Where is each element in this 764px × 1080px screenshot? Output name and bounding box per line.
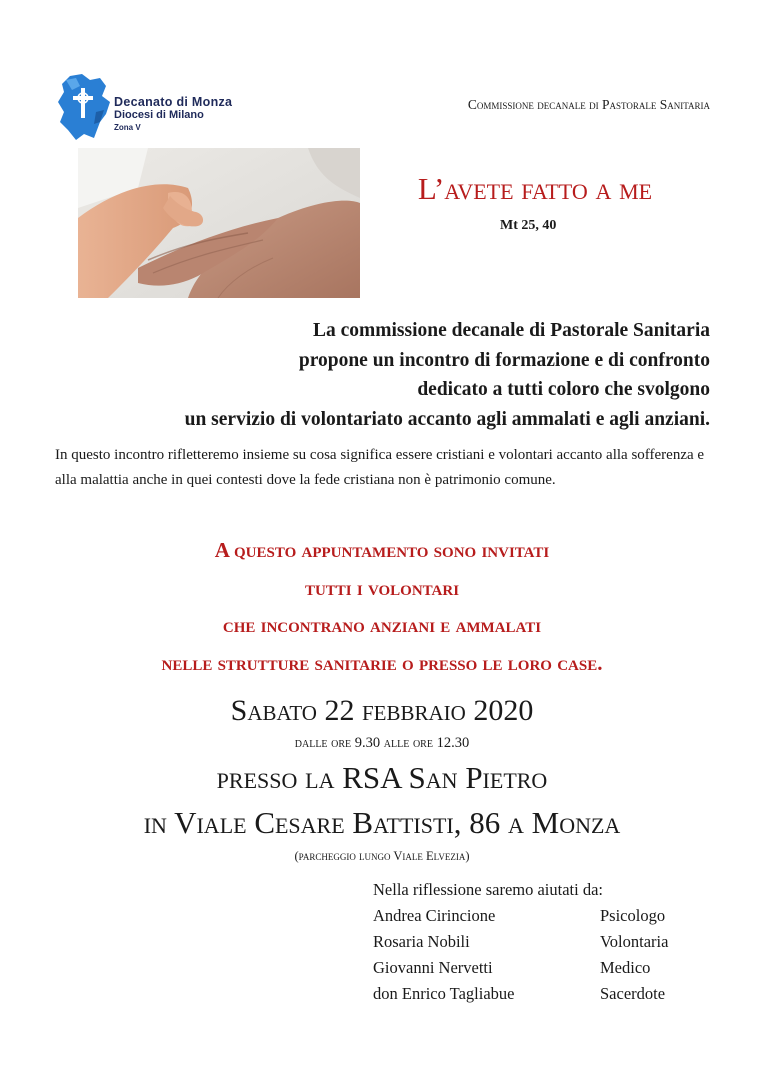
logo-diocese: Diocesi di Milano (114, 109, 204, 121)
speaker-role: Sacerdote (600, 984, 666, 1003)
speaker-role: Psicologo (600, 906, 666, 925)
event-place: presso la RSA San Pietro (216, 760, 548, 795)
speaker-role: Medico (600, 958, 651, 977)
invitation-block (40, 532, 724, 682)
speaker-name: Giovanni Nervetti (373, 958, 493, 977)
logo-zona: Zona V (114, 123, 141, 132)
parking-note: (parcheggio lungo Viale Elvezia) (294, 849, 470, 863)
speakers-intro: Nella riflessione saremo aiutati da: (373, 880, 604, 899)
diocese-logo (56, 72, 256, 142)
commission-header: Commissione decanale di Pastorale Sanitaria (467, 97, 710, 112)
logo-name: Decanato di Monza (114, 95, 233, 109)
event-date: Sabato 22 febbraio 2020 (230, 694, 534, 727)
speaker-role: Volontaria (600, 932, 669, 951)
invitation-line: che incontrano anziani e ammalati (222, 613, 542, 637)
event-hours: dalle ore 9.30 alle ore 12.30 (294, 735, 470, 751)
invitation-line: tutti i volontari (304, 575, 460, 600)
intro-line: un servizio di volontariato accanto agli ammalati e agli anziani. (184, 408, 710, 430)
intro-line: La commissione decanale di Pastorale Sanitaria (312, 320, 710, 341)
intro-block (185, 316, 710, 434)
description-paragraph: In questo incontro rifletteremo insieme su cosa significa essere cristiani e volontari accanto alla sofferenza e alla malattia anche in quei contesti dove la fede cristiana non è patrimonio comune. (55, 447, 705, 488)
intro-line: propone un incontro di formazione e di confronto (298, 349, 710, 371)
intro-line: dedicato a tutti coloro che svolgono (417, 379, 710, 400)
diocese-map-cross-icon (56, 72, 112, 142)
speaker-name: Rosaria Nobili (373, 932, 470, 951)
invitation-line: A questo appuntamento sono invitati (214, 538, 550, 562)
holding-hands-photo (78, 148, 360, 298)
speaker-name: Andrea Cirincione (373, 906, 496, 925)
bible-reference: Mt 25, 40 (500, 218, 557, 233)
speaker-name: don Enrico Tagliabue (373, 984, 515, 1003)
event-address: in Viale Cesare Battisti, 86 a Monza (143, 805, 621, 840)
invitation-line: nelle strutture sanitarie o presso le loro case. (161, 650, 603, 675)
page-title: L’avete fatto a me (417, 171, 653, 206)
